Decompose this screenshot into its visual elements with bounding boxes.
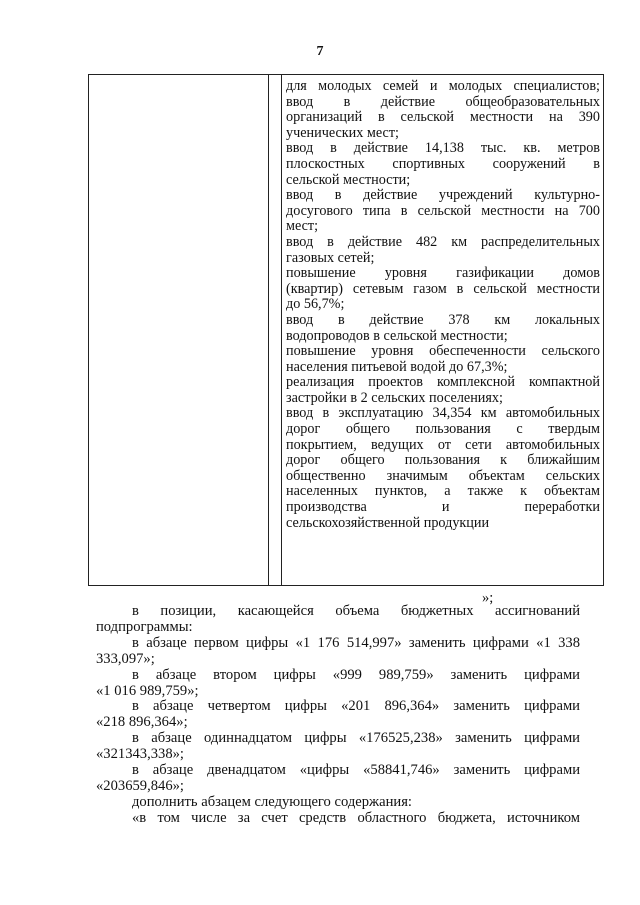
table-line: населенных пунктов, а также к объектам xyxy=(286,483,600,500)
table-line: реализация проектов комплексной компактной xyxy=(286,374,600,391)
table-line: покрытием, ведущих от сети автомобильных xyxy=(286,436,600,453)
table-line: сельской местности; xyxy=(286,171,411,188)
table-line: водопроводов в сельской местности; xyxy=(286,327,508,344)
table-line: общественно значимым объектам сельских xyxy=(286,467,600,484)
body-line: в абзаце двенадцатом «цифры «58841,746» заменить цифрами xyxy=(132,762,580,779)
table-line: дорог общего пользования к ближайшим xyxy=(286,452,600,469)
table-line: ввод в действие 482 км распределительных xyxy=(286,233,600,250)
table-line: населения питьевой водой до 67,3%; xyxy=(286,358,508,375)
table-cell-text xyxy=(286,79,600,531)
body-line: «1 016 989,759»; xyxy=(96,682,199,699)
table-line: застройки в 2 сельских поселениях; xyxy=(286,389,503,406)
table-line: ввод в эксплуатацию 34,354 км автомобильных xyxy=(286,405,600,422)
table-line: ввод в действие 378 км локальных xyxy=(286,311,600,328)
body-line: «218 896,364»; xyxy=(96,714,188,731)
table-line: до 56,7%; xyxy=(286,296,345,313)
table-frame xyxy=(88,74,604,586)
table-line: ввод в действие 14,138 тыс. кв. метров xyxy=(286,140,600,157)
column-divider xyxy=(268,75,269,585)
body-line: в абзаце втором цифры «999 989,759» заменить цифрами xyxy=(132,666,580,683)
body-line: дополнить абзацем следующего содержания: xyxy=(132,793,412,810)
table-line: повышение уровня обеспеченности сельского xyxy=(286,343,600,360)
table-line: для молодых семей и молодых специалистов; xyxy=(286,78,600,94)
body-line: в абзаце одиннадцатом цифры «176525,238» заменить цифрами xyxy=(132,730,580,747)
table-line: газовых сетей; xyxy=(286,249,375,266)
table-line: производства и переработки xyxy=(286,499,600,516)
body-line: «321343,338»; xyxy=(96,746,184,763)
body-line: подпрограммы: xyxy=(96,618,193,635)
table-line: ввод в действие учреждений культурно- xyxy=(286,187,600,204)
body-line: в позиции, касающейся объема бюджетных ассигнований xyxy=(132,603,580,619)
table-line: сельскохозяйственной продукции xyxy=(286,514,490,531)
table-line: повышение уровня газификации домов xyxy=(286,265,600,282)
table-line: ученических мест; xyxy=(286,124,399,141)
table-line: мест; xyxy=(286,218,319,235)
column-divider xyxy=(281,75,282,585)
amendment-text xyxy=(96,604,580,827)
table-line: досугового типа в сельской местности на 700 xyxy=(286,202,600,219)
table-line: ввод в действие общеобразовательных xyxy=(286,93,600,110)
body-line: 333,097»; xyxy=(96,650,155,667)
table-line: плоскостных спортивных сооружений в xyxy=(286,155,600,172)
body-line: в абзаце первом цифры «1 176 514,997» заменить цифрами «1 338 xyxy=(132,634,580,651)
body-line: в абзаце четвертом цифры «201 896,364» заменить цифрами xyxy=(132,698,580,715)
table-line: дорог общего пользования с твердым xyxy=(286,421,600,438)
table-line: организаций в сельской местности на 390 xyxy=(286,109,600,126)
table-line: (квартир) сетевым газом в сельской местности xyxy=(286,280,600,297)
page-number: 7 xyxy=(316,44,324,59)
body-line: «в том числе за счет средств областного бюджета, источником xyxy=(132,809,580,826)
closing-quote-mark: »; xyxy=(482,590,494,606)
body-line: «203659,846»; xyxy=(96,777,184,794)
